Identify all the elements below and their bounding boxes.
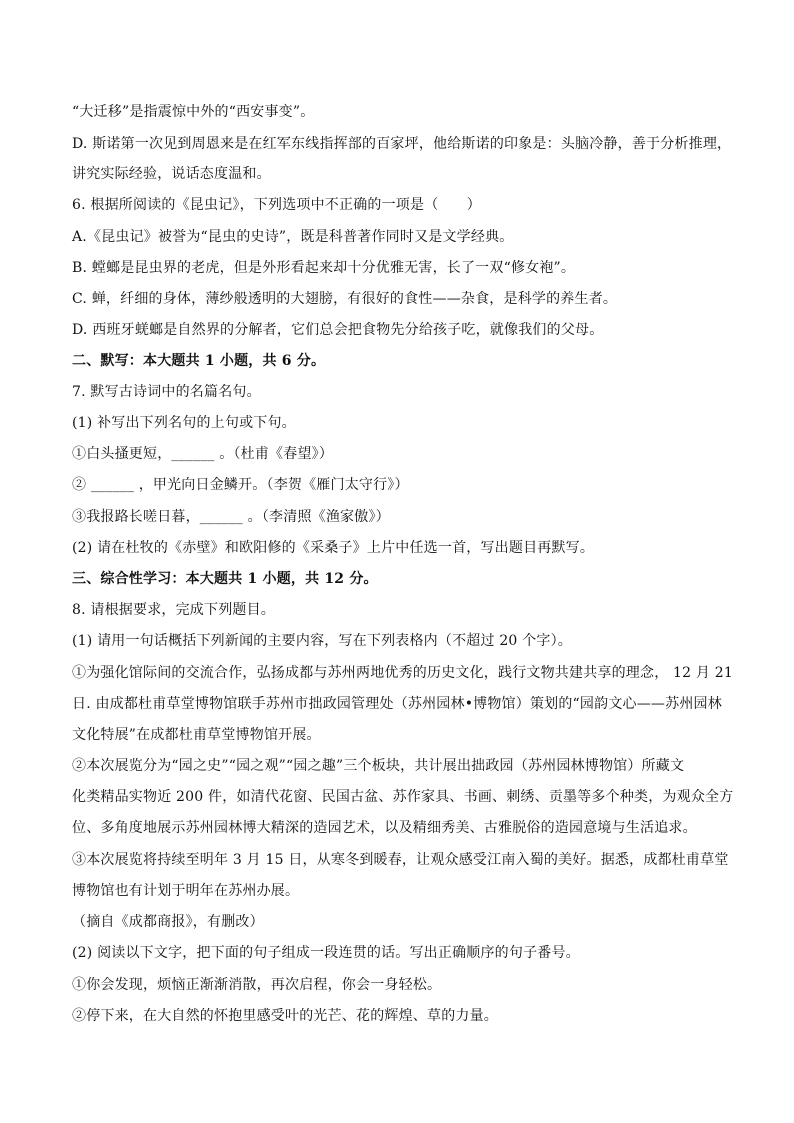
option-d: D. 西班牙蜣螂是自然界的分解者，它们总会把食物先分给孩子吃，就像我们的父母。 <box>72 322 604 338</box>
question-6: 6. 根据所阅读的《昆虫记》，下列选项中不正确的一项是（ ） <box>72 197 482 213</box>
text-line: 位、多角度地展示苏州园林博大精深的造园艺术，以及精细秀美、古雅脱俗的造园意境与生活追求。 <box>72 820 697 836</box>
option-a: A.《昆虫记》被誉为“昆虫的史诗”，既是科普著作同时又是文学经典。 <box>72 229 514 245</box>
text-line: 讲究实际经验，说话态度温和。 <box>72 166 271 182</box>
option-c: C. 蝉，纤细的身体，薄纱般透明的大翅膀，有很好的食性——杂食，是科学的养生者。 <box>72 291 618 307</box>
sentence-item: ①你会发现，烦恼正渐渐消散，再次启程，你会一身轻松。 <box>72 977 442 993</box>
text-line: ①为强化馆际间的交流合作，弘扬成都与苏州两地优秀的历史文化，践行文物共建共享的理念， 12 月 21 <box>72 665 733 681</box>
text-line: ③本次展览将持续至明年 3 月 15 日，从寒冬到暖春，让观众感受江南入蜀的美好。据悉，成都杜甫草堂 <box>72 852 729 868</box>
text-line: 文化特展”在成都杜甫草堂博物馆开展。 <box>72 727 321 743</box>
text-line: “大迁移”是指震惊中外的“西安事变”。 <box>72 104 315 120</box>
text-line: ②本次展览分为“园之史”“园之观”“园之趣”三个板块，共计展出拙政园（苏州园林博物馆）所藏文 <box>72 758 685 774</box>
section-heading: 二、默写：本大题共 1 小题，共 6 分。 <box>72 353 326 369</box>
fill-in-item: ② ______ ，甲光向日金鳞开。（李贺《雁门太守行》） <box>72 477 409 493</box>
sub-question: (2) 请在杜牧的《赤壁》和欧阳修的《采桑子》上片中任选一首，写出题目再默写。 <box>72 540 595 556</box>
text-line: 日. 由成都杜甫草堂博物馆联手苏州市拙政园管理处（苏州园林•博物馆）策划的“园韵文心——苏州园林 <box>72 696 722 712</box>
sub-question: (1) 请用一句话概括下列新闻的主要内容，写在下列表格内（不超过 20 个字）。 <box>72 633 572 649</box>
sub-question: (2) 阅读以下文字，把下面的句子组成一段连贯的话。写出正确顺序的句子番号。 <box>72 945 580 961</box>
option-b: B. 螳螂是昆虫界的老虎，但是外形看起来却十分优雅无害，长了一双“修女袍”。 <box>72 260 576 276</box>
text-line: 化类精品实物近 200 件，如清代花窗、民国古盆、苏作家具、书画、刺绣、贡墨等多个种类，为观众全方 <box>72 789 734 805</box>
text-line: 博物馆也有计划于明年在苏州办展。 <box>72 883 300 899</box>
sentence-item: ②停下来，在大自然的怀抱里感受叶的光芒、花的辉煌、草的力量。 <box>72 1008 498 1024</box>
fill-in-item: ③我报路长嗟日暮，______ 。（李清照《渔家傲》） <box>72 509 390 525</box>
text-line: D. 斯诺第一次见到周恩来是在红军东线指挥部的百家坪，他给斯诺的印象是：头脑冷静，善于分析推理， <box>72 136 732 152</box>
section-heading: 三、综合性学习：本大题共 1 小题，共 12 分。 <box>72 571 378 587</box>
sub-question: (1) 补写出下列名句的上句或下句。 <box>72 415 296 431</box>
question-7: 7. 默写古诗词中的名篇名句。 <box>72 384 261 400</box>
fill-in-item: ①白头搔更短，______ 。（杜甫《春望》） <box>72 446 334 462</box>
question-8: 8. 请根据要求，完成下列题目。 <box>72 602 276 618</box>
source-note: （摘自《成都商报》，有删改） <box>72 914 264 930</box>
